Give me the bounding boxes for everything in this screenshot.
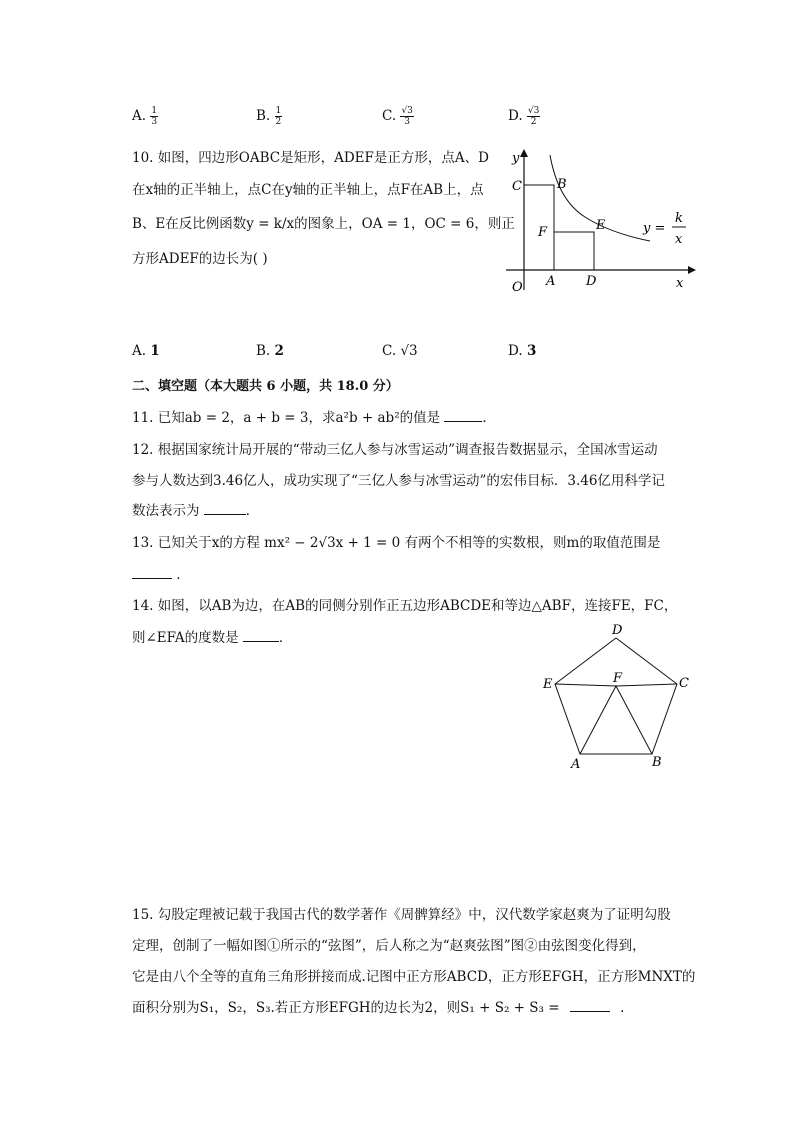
fraction: $\frac{1}{3}$ <box>151 106 158 127</box>
answer-blank <box>204 502 246 515</box>
fraction: $\frac{√3}{3}$ <box>401 106 413 127</box>
answer-blank <box>444 409 482 422</box>
q10-option-b: B. 2 <box>256 343 284 359</box>
curve-label: y = <box>643 221 666 236</box>
q14-line-1: 14. 如图，以AB为边，在AB的同侧分别作正五边形ABCDE和等边△ABF，连接FE，FC， <box>132 598 678 614</box>
q12-line-2: 参与人数达到3.46亿人，成功实现了“三亿人参与冰雪运动”的宏伟目标．3.46亿用科学记 <box>132 473 665 489</box>
label-f: F <box>613 671 623 686</box>
curve-num: k <box>675 211 683 226</box>
fraction: $\frac{√3}{2}$ <box>527 106 540 127</box>
square-adef <box>554 232 594 270</box>
q10-line-1: 10. 如图，四边形OABC是矩形，ADEF是正方形，点A、D <box>132 150 489 166</box>
q13-answer: ． <box>132 563 190 583</box>
x-axis-arrow <box>688 266 696 274</box>
q9-option-b: B. $\frac{1}{2}$ <box>256 106 282 127</box>
q9-option-a: A. $\frac{1}{3}$ <box>132 106 158 127</box>
answer-blank <box>132 566 172 579</box>
segment-fc <box>616 684 677 686</box>
label-o: O <box>512 280 523 295</box>
segment-fe <box>555 684 616 686</box>
q10-option-d: D. 3 <box>508 343 537 359</box>
q10-line-2: 在x轴的正半轴上，点C在y轴的正半轴上，点F在AB上，点 <box>132 182 484 198</box>
q15-line-4: 面积分别为S₁，S₂，S₃.若正方形EFGH的边长为2，则S₁ + S₂ + S₃ = . <box>132 1000 625 1016</box>
q10-option-a: A. 1 <box>132 343 160 359</box>
q10-line-3: B、E在反比例函数y = k/x的图象上，OA = 1，OC = 6，则正 <box>132 216 515 232</box>
label-b: B <box>557 177 567 192</box>
q9-option-c: C. $\frac{√3}{3}$ <box>382 106 413 127</box>
label-e: E <box>596 218 606 233</box>
label-d: D <box>586 274 597 289</box>
label-a: A <box>546 274 556 289</box>
label-c: C <box>679 676 689 691</box>
q15-line-2: 定理，创制了一幅如图①所示的“弦图”，后人称之为“赵爽弦图”图②由弦图变化得到， <box>132 938 646 954</box>
q14-figure <box>535 622 705 772</box>
q15-line-3: 它是由八个全等的直角三角形拼接而成.记图中正方形ABCD，正方形EFGH，正方形MNXT的 <box>132 969 696 985</box>
y-axis-arrow <box>520 149 528 157</box>
label-y: y <box>512 151 520 166</box>
answer-blank <box>243 629 279 642</box>
answer-blank <box>570 999 610 1012</box>
q11-line: 11. 已知ab = 2，a + b = 3，求a²b + ab²的值是 ． <box>132 410 496 426</box>
q10-option-c: C. √3 <box>382 343 418 359</box>
label-c: C <box>512 179 522 194</box>
label-x: x <box>676 276 684 291</box>
pentagon-abcde <box>555 638 677 754</box>
label-e: E <box>543 677 553 692</box>
q9-option-d: D. $\frac{√3}{2}$ <box>508 106 540 127</box>
q10-figure <box>500 145 700 295</box>
section-heading: 二、填空题（本大题共 6 小题，共 18.0 分） <box>132 379 399 394</box>
q12-line-1: 12. 根据国家统计局开展的“带动三亿人参与冰雪运动”调查报告数据显示，全国冰雪运动 <box>132 442 658 458</box>
label-a: A <box>571 757 581 772</box>
label-d: D <box>612 623 623 638</box>
q15-line-1: 15. 勾股定理被记载于我国古代的数学著作《周髀算经》中，汉代数学家赵爽为了证明勾股 <box>132 907 671 923</box>
fraction: $\frac{1}{2}$ <box>275 106 282 127</box>
q12-line-3: 数法表示为 ． <box>132 503 260 519</box>
q14-line-2: 则∠EFA的度数是 ． <box>132 630 293 646</box>
label-b: B <box>652 755 662 770</box>
q13-line: 13. 已知关于x的方程 mx² − 2√3x + 1 = 0 有两个不相等的实数根，则m的取值范围是 <box>132 535 661 551</box>
triangle-abf <box>580 686 652 754</box>
q10-line-4: 方形ADEF的边长为( ) <box>132 251 268 267</box>
curve-den: x <box>675 232 683 247</box>
label-f: F <box>538 225 548 240</box>
